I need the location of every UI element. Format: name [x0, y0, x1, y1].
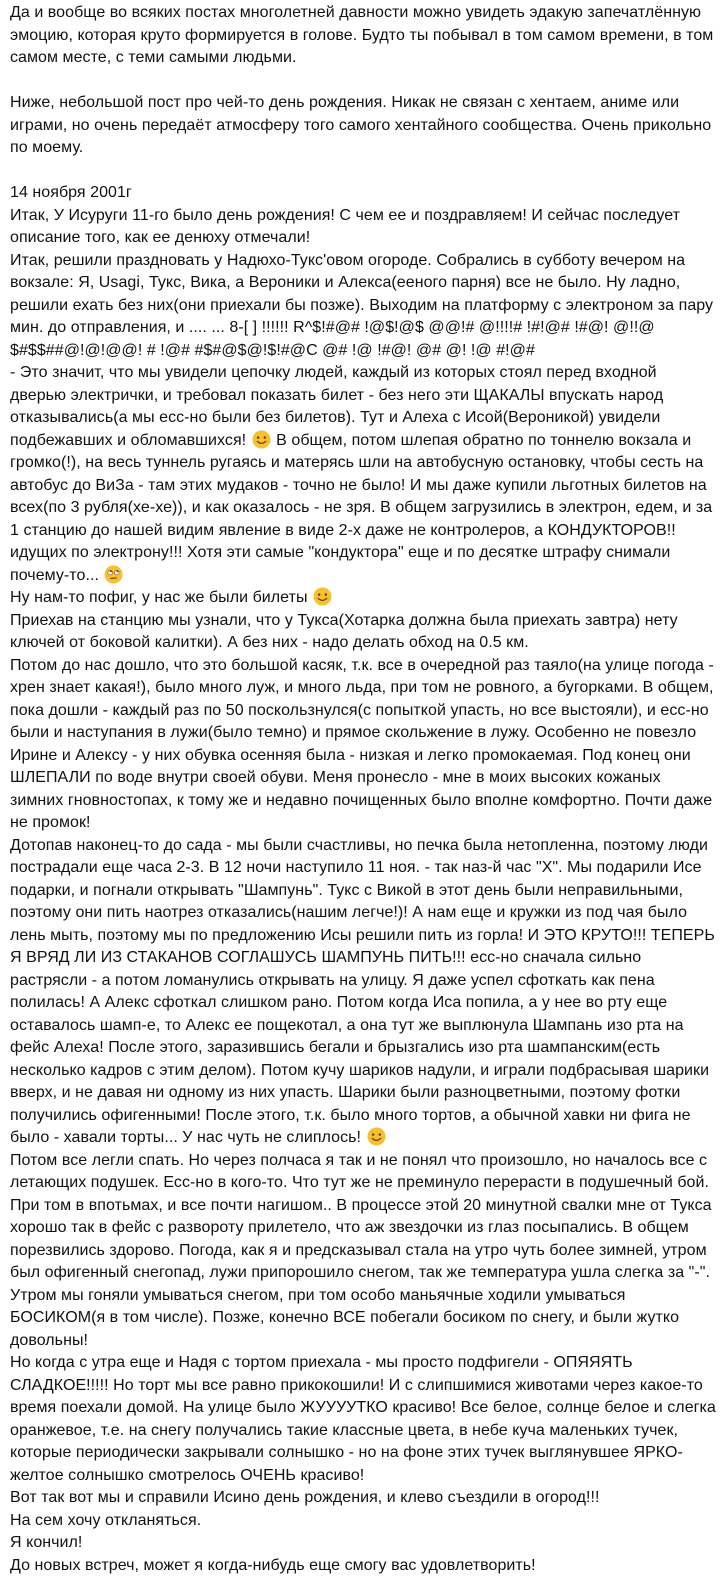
intro-paragraph-2: Ниже, небольшой пост про чей-то день рождения. Никак не связан с хентаем, аниме или играми, но очень передаёт атмосферу того самого хентайного сообщества. Очень прикольно по моему.: [10, 92, 717, 160]
story-line: [10, 587, 717, 610]
smiling-face-emoji-icon: [313, 587, 332, 606]
paragraph-gap: [10, 160, 717, 183]
story-line: Потом до нас дошло, что это большой касяк, т.к. все в очередной раз таяло(на улице погода - хрен знает какая!), было много луж, и много льда, при том не ровного, а бугорками. В общем, пока дошли - каждый раз по 50 поскользнулся(с попыткой упасть, но все выстояли), и есс-но были и наступания в лужи(было темно) и прямое скольжение в лужу. Особенно не повезло Ирине и Алексу - у них обувка осенняя была - низкая и легко промокаемая. Под конец они ШЛЕПАЛИ по воде внутри своей обуви. Меня пронесло - мне в моих высоких кожаных зимних гновностопах, к тому же и недавно почищенных было вполне комфортно. Почти даже не промок!: [10, 655, 717, 835]
story-line: Потом все легли спать. Но через полчаса я так и не понял что произошло, но началось все с летающих подушек. Есс-но в кого-то. Что тут же не преминуло перерасти в подушечный бой. При том в впотьмах, и все почти нагишом.. В процессе этой 20 минутной свалки мне от Тукса хорошо так в фейс с развороту прилетело, что аж звездочки из глаз посыпались. В общем порезвились здорово. Погода, как я и предсказывал стала на утро чуть более зимней, утром был офигенный снегопад, лужи припорошило снегом, так же температура ушла слегка за "-". Утром мы гоняли умываться снегом, при том особо маньячные ходили умываться БОСИКОМ(я в том числе). Позже, конечно ВСЕ побегали босиком по снегу, и были жутко довольны!: [10, 1150, 717, 1353]
paragraph-gap: [10, 70, 717, 93]
story-text: - Это значит, что мы увидели цепочку людей, каждый из которых стоял перед входной дверью электрички, и требовал показать билет - без него эти ЩАКАЛЫ впускать народ отказывались(а мы есс-но были без билетов). Тут и Алеха с Исой(Вероникой) увидели подбежавших и обломавшихся!: [10, 364, 663, 449]
story-line: Вот так вот мы и справили Исино день рождения, и клево съездили в огород!!!: [10, 1487, 717, 1510]
smiling-face-emoji-icon: [252, 430, 271, 449]
story-line: Итак, решили праздновать у Надюхо-Тукс'овом огороде. Собрались в субботу вечером на вокзале: Я, Usagi, Тукс, Вика, а Вероники и Алекса(ееного парня) все не было. Ну ладно, решили ехать без них(они приехали бы позже). Выходим на платформу с электроном за пару мин. до отправления, и .... ... 8-[ ] !!!!!! R^$!#@# !@$!@$ @@!# @!!!!# !#!@# !#@! @!!@ $#$$##@!@!@@! # !@# #$#@$@!$!#@C @# !@ !#@! @# @! !@ #!@#: [10, 250, 717, 363]
story-text: Ну нам-то пофиг, у нас же были билеты: [10, 589, 308, 606]
story-line: До новых встреч, может я когда-нибудь еще смогу вас удовлетворить!: [10, 1555, 717, 1577]
rolling-eyes-emoji-icon: [104, 565, 123, 584]
story-line: На сем хочу откланяться.: [10, 1510, 717, 1533]
story-line: [10, 835, 717, 1150]
story-text: В общем, потом шлепая обратно по тоннелю вокзала и громко(!), на весь туннель ругаясь и матерясь шли на автобусную остановку, чтобы сесть на автобус до ВиЗа - там этих мудаков - точно не было! И мы даже купили льготных билетов на всех(по 3 рубля(хе-хе)), и как оказалось - не зря. В общем загрузились в электрон, едем, и за 1 станцию до нашей видим явление в виде 2-х даже не контролеров, а КОНДУКТОРОВ!! идущих по электрону!!! Хотя эти самые "кондуктора" еще и по десятке штрафу снимали почему-то...: [10, 432, 712, 584]
story-line: Но когда с утра еще и Надя с тортом приехала - мы просто подфигели - ОПЯЯЯТЬ СЛАДКОЕ!!!!! Но торт мы все равно прикокошили! И с слипшимися животами через какое-то время поехали домой. На улице было ЖУУУУТКО красиво! Все белое, солнце белое и слегка оранжевое, т.е. на снегу получались такие классные цвета, в небе куча маленьких тучек, которые периодически закрывали солнышко - но на фоне этих тучек выглянувшее ЯРКО-желтое солнышко смотрелось ОЧЕНЬ красиво!: [10, 1352, 717, 1487]
smiling-face-emoji-icon: [367, 1127, 386, 1146]
story-line: Итак, У Исуруги 11-го было день рождения! С чем ее и поздравляем! И сейчас последует описание того, как ее денюху отмечали!: [10, 205, 717, 250]
intro-paragraph-1: Да и вообще во всяких постах многолетней давности можно увидеть эдакую запечатлённую эмоцию, которая круто формируется в голове. Будто ты побывал в том самом времени, в том самом месте, с теми самыми людьми.: [10, 2, 717, 70]
story-line: Я кончил!: [10, 1532, 717, 1555]
story-line: [10, 362, 717, 587]
post-date: 14 ноября 2001г: [10, 182, 717, 205]
story-text: Дотопав наконец-то до сада - мы были счастливы, но печка была нетопленна, поэтому люди пострадали еще часа 2-3. В 12 ночи наступило 11 ноя. - так наз-й час "Х". Мы подарили Исе подарки, и погнали открывать "Шампунь". Тукс с Викой в этот день были неправильными, поэтому они пить наотрез отказались(нашим легче!)! А нам еще и кружки из под чая было лень мыть, поэтому мы по предложению Исы решили пить из горла! И ЭТО КРУТО!!! ТЕПЕРЬ Я ВРЯД ЛИ ИЗ СТАКАНОВ СОГЛАШУСЬ ШАМПУНЬ ПИТЬ!!! есс-но сначала сильно растрясли - а потом ломанулись открывать на улицу. Я даже успел сфоткать как пена полилась! А Алекс сфоткал слишком рано. Потом когда Иса попила, а у нее во рту еще оставалось шамп-е, то Алекс ее пощекотал, а она тут же выплюнула Шампань изо рта на фейс Алеха! После этого, заразившись бегали и брызгались изо рта шампанским(есть несколько кадров с этим делом). Потом кучу шариков надули, и играли подбрасывая шарики вверх, и не давая ни одному из них упасть. Шарики были разноцветными, поэтому фотки получились офигенными! После этого, т.к. было много тортов, а обычной хавки ни фига не было - хавали торты... У нас чуть не слиплось!: [10, 837, 715, 1147]
story-line: Приехав на станцию мы узнали, что у Тукса(Хотарка должна была приехать завтра) нету ключей от боковой калитки). А без них - надо делать обход на 0.5 км.: [10, 610, 717, 655]
